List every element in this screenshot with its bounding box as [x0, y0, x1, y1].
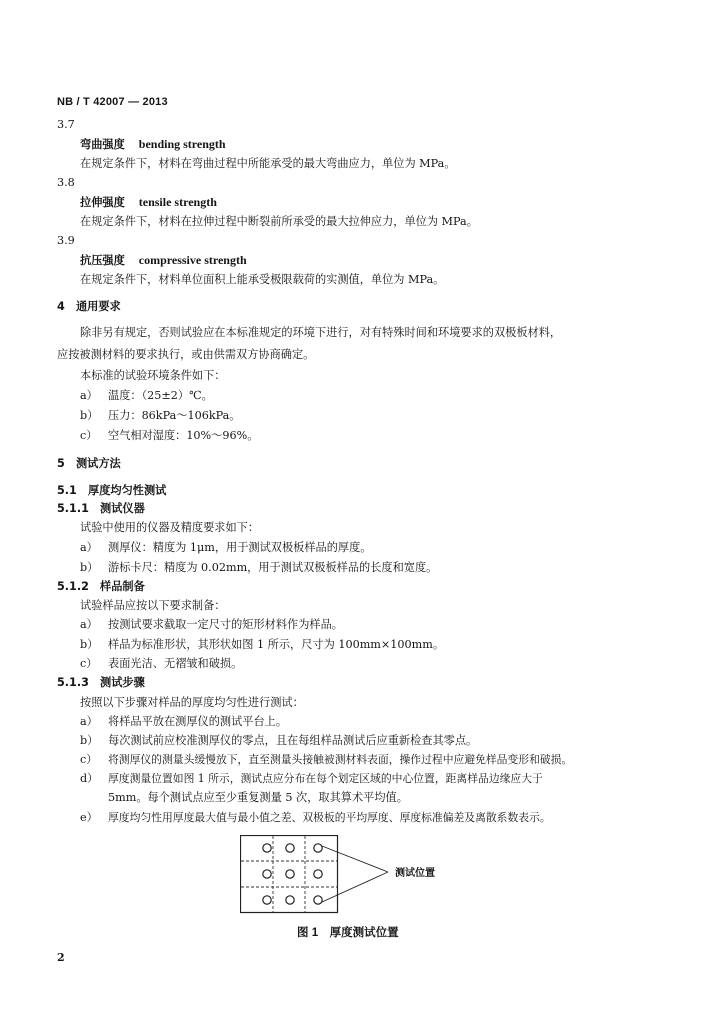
term-en: compressive strength: [138, 253, 247, 267]
clause-3-8-definition: 在规定条件下，材料在拉伸过程中断裂前所承受的最大拉伸应力，单位为 MPa。: [80, 215, 478, 228]
list-item-text: 游标卡尺：精度为 0.02mm，用于测试双极板样品的长度和宽度。: [108, 561, 438, 574]
clause-3-8-number: 3.8: [57, 176, 75, 189]
section-4-heading: 4 通用要求: [57, 300, 121, 313]
thickness-grid-diagram: [240, 835, 460, 915]
list-item-text: 将测厚仪的测量头缓慢放下，直至测量头接触被测材料表面，操作过程中应避免样品变形和破损。: [108, 753, 573, 766]
callout-line: [322, 846, 388, 872]
list-item-text: 温度：（25±2）℃。: [108, 389, 213, 402]
test-point: [263, 896, 271, 904]
clause-3-9-term: [80, 253, 247, 268]
test-point: [286, 896, 294, 904]
list-item: b）: [80, 409, 99, 422]
standard-number: NB / T 42007 — 2013: [57, 96, 168, 108]
list-item-text: 每次测试前应校准测厚仪的零点，且在每组样品测试后应重新检查其零点。: [108, 734, 478, 747]
list-item: c）: [80, 753, 98, 766]
test-point: [263, 870, 271, 878]
callout-label: 测试位置: [395, 868, 435, 879]
clause-3-7-term: [80, 137, 226, 152]
list-item: a）: [80, 541, 98, 554]
list-item: c）: [80, 657, 98, 670]
test-point: [286, 870, 294, 878]
list-item-continuation: 5mm。每个测试点应至少重复测量 5 次，取其算术平均值。: [108, 791, 408, 804]
list-item: b）: [80, 638, 99, 651]
list-item: b）: [80, 734, 99, 747]
list-item: d）: [80, 772, 99, 785]
page-number: 2: [57, 951, 65, 964]
figure-1: [240, 835, 460, 919]
list-item-text: 压力：86kPa～106kPa。: [108, 409, 241, 422]
test-point: [263, 844, 271, 852]
section-5-heading: 5 测试方法: [57, 457, 121, 470]
list-item: c）: [80, 429, 98, 442]
clause-3-7-definition: 在规定条件下，材料在弯曲过程中所能承受的最大弯曲应力，单位为 MPa。: [80, 157, 456, 170]
list-item-text: 厚度均匀性用厚度最大值与最小值之差、双极板的平均厚度、厚度标准偏差及离散系数表示。: [108, 811, 551, 824]
list-item-text: 按测试要求截取一定尺寸的矩形材料作为样品。: [108, 618, 343, 631]
list-item: b）: [80, 561, 99, 574]
clause-3-9-definition: 在规定条件下，材料单位面积上能承受极限载荷的实测值，单位为 MPa。: [80, 273, 445, 286]
list-item-text: 厚度测量位置如图 1 所示，测试点应分布在每个划定区域的中心位置，距离样品边缘应大于: [108, 772, 543, 785]
sample-outline: [241, 836, 338, 913]
section-5-1-2-heading: 5.1.2 样品制备: [57, 580, 145, 593]
list-item-text: 将样品平放在测厚仪的测试平台上。: [108, 715, 288, 728]
clause-3-9-number: 3.9: [57, 234, 75, 247]
section-4-paragraph-line1: 除非另有规定，否则试验应在本标准规定的环境下进行，对有特殊时间和环境要求的双极板材料，: [80, 326, 562, 339]
list-item-text: 测厚仪：精度为 1μm，用于测试双极板样品的厚度。: [108, 541, 372, 554]
clause-3-7-number: 3.7: [57, 118, 75, 131]
figure-caption: 图 1 厚度测试位置: [297, 927, 399, 939]
section-4-paragraph2: 本标准的试验环境条件如下：: [80, 369, 226, 382]
clause-3-8-term: [80, 195, 217, 210]
section-5-1-3-intro: 按照以下步骤对样品的厚度均匀性进行测试：: [80, 696, 304, 709]
list-item-text: 表面光洁、无褶皱和破损。: [108, 657, 243, 670]
section-5-1-2-intro: 试验样品应按以下要求制备：: [80, 599, 226, 612]
term-cn: 弯曲强度: [80, 137, 125, 151]
list-item-text: 空气相对湿度：10%～96%。: [108, 429, 259, 442]
list-item: a）: [80, 389, 98, 402]
term-cn: 拉伸强度: [80, 195, 125, 209]
term-en: bending strength: [138, 137, 226, 151]
list-item: a）: [80, 715, 98, 728]
list-item-text: 样品为标准形状，其形状如图 1 所示，尺寸为 100mm×100mm。: [108, 638, 445, 651]
list-item: e）: [80, 811, 98, 824]
test-point: [314, 896, 322, 904]
test-point: [286, 844, 294, 852]
term-en: tensile strength: [138, 195, 217, 209]
section-5-1-3-heading: 5.1.3 测试步骤: [57, 676, 145, 689]
test-point: [314, 870, 322, 878]
term-cn: 抗压强度: [80, 253, 125, 267]
section-5-1-1-intro: 试验中使用的仪器及精度要求如下：: [80, 521, 260, 534]
section-5-1-1-heading: 5.1.1 测试仪器: [57, 502, 145, 515]
test-point: [314, 844, 322, 852]
list-item: a）: [80, 618, 98, 631]
section-4-paragraph-line2: 应按被测材料的要求执行，或由供需双方协商确定。: [57, 348, 315, 361]
section-5-1-heading: 5.1 厚度均匀性测试: [57, 484, 167, 497]
